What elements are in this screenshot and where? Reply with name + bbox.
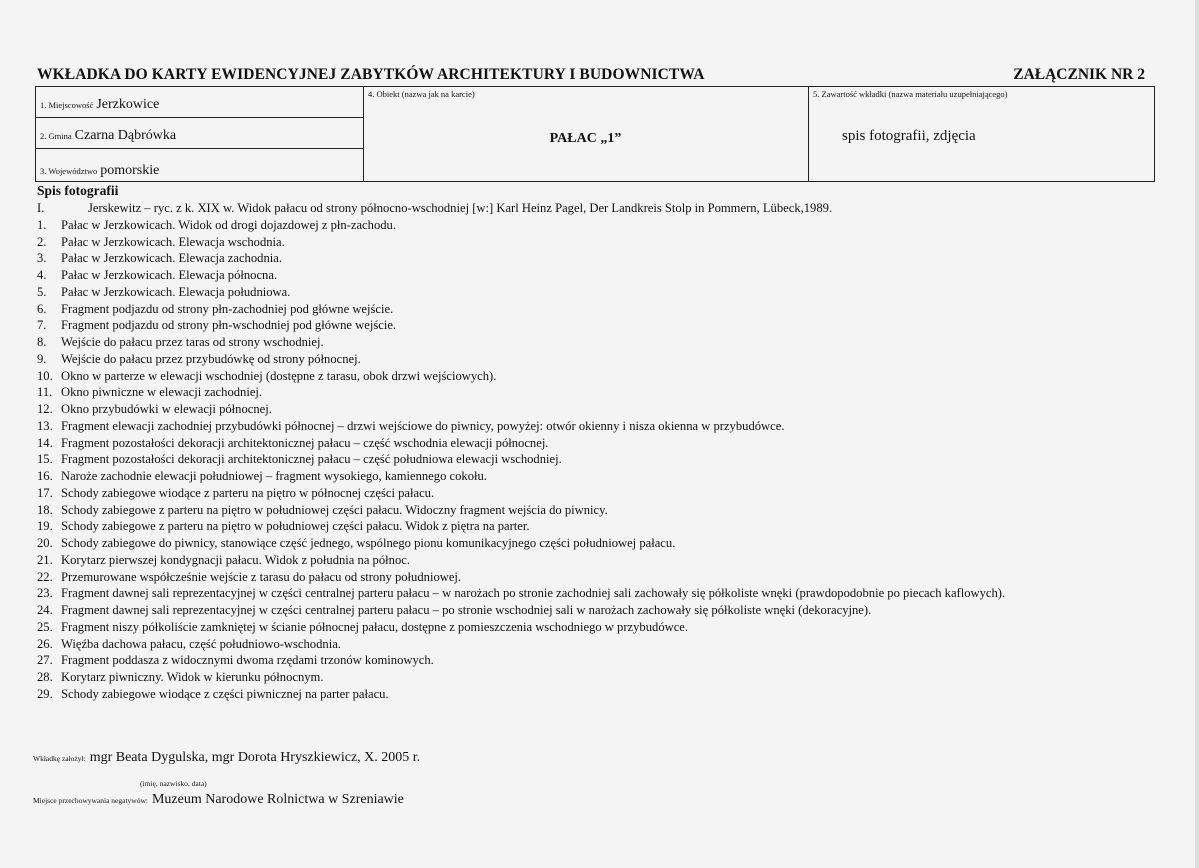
list-item-number: 9. [37,351,47,366]
page-edge-shadow [1195,0,1199,868]
list-item-text: Okno w parterze w elewacji wschodniej (dostępne z tarasu, obok drzwi wejściowych). [61,368,497,383]
list-item-text: Przemurowane współcześnie wejście z tarasu do pałacu od strony południowej. [61,569,462,584]
list-item [37,284,1157,301]
location-column [36,87,364,181]
list-item [37,384,1157,401]
list-item-text: Schody zabiegowe z parteru na piętro w południowej części pałacu. Widok z piętra na parter. [61,519,530,534]
identification-table [35,86,1155,182]
list-item-text: Fragment dawnej sali reprezentacyjnej w części centralnej parteru pałacu – w narożach po stronie zachodniej sali zachowały się półkoliste wnęki (prawdopodobnie po piecach kaflowych). [61,586,1006,601]
list-item [37,317,1157,334]
object-column [363,87,809,181]
list-item [37,602,1157,619]
list-item-text: Schody zabiegowe do piwnicy, stanowiące część jednego, wspólnego pionu komunikacyjnego części południowej pałacu. [61,536,676,550]
list-item [37,451,1157,468]
locality-label: 1. Miejscowość [40,100,94,110]
list-item [37,351,1157,368]
list-item-text: Pałac w Jerzkowicach. Widok od drogi dojazdowej z płn-zachodu. [61,217,396,232]
list-item [37,636,1157,653]
locality-row [36,87,363,118]
list-item-number: 21. [37,552,53,567]
list-item-number: 15. [37,452,53,467]
list-item-number: 1. [37,217,47,232]
commune-row [36,118,363,149]
list-item [37,435,1157,452]
list-item [37,468,1157,485]
list-item-number: 29. [37,686,53,701]
list-item-text: Pałac w Jerzkowicach. Elewacja zachodnia. [61,251,282,266]
commune-value: Czarna Dąbrówka [74,128,177,143]
list-item-text: Jerskewitz – ryc. z k. XIX w. Widok pałacu od strony północno-wschodniej [w:] Karl Heinz Pagel, Der Landkreis Stolp in Pommern, Lübeck,1989. [88,201,833,215]
list-item [37,502,1157,519]
contents-value: spis fotografii, zdjęcia [842,128,976,144]
list-item-number: 6. [37,301,47,316]
list-item-text: Fragment podjazdu od strony płn-zachodniej pod główne wejście. [61,301,394,316]
locality-value: Jerzkowice [96,97,160,112]
list-item-text: Schody zabiegowe wiodące z parteru na piętro w północnej części pałacu. [61,485,435,500]
object-value: PAŁAC „1” [549,131,622,146]
list-item-text: Pałac w Jerzkowicach. Elewacja wschodnia. [61,234,285,249]
list-item [37,267,1157,284]
list-item-number: 24. [37,603,53,617]
list-item-number: 11. [37,385,53,400]
list-item [37,485,1157,502]
photo-list-title: Spis fotografii [37,183,119,198]
list-item [37,234,1157,251]
list-item-number: 26. [37,636,53,651]
list-item-text: Fragment niszy półkoliście zamkniętej w ścianie północnej pałacu, dostępne z pomieszczenia wschodniego w przybudówce. [61,619,689,634]
list-item-text: Okno przybudówki w elewacji północnej. [61,402,272,416]
list-item-text: Korytarz piwniczny. Widok w kierunku północnym. [61,670,324,684]
list-item-number: 27. [37,653,53,668]
list-item [37,686,1157,703]
list-item-number: 5. [37,284,47,299]
author-label: Wkładkę założył: [33,754,86,763]
list-item [37,200,1157,217]
list-item-text: Schody zabiegowe z parteru na piętro w południowej części pałacu. Widoczny fragment wejścia do piwnicy. [61,502,608,517]
contents-label: 5. Zawartość wkładki (nazwa materiału uzupełniającego) [813,89,1008,99]
list-item-number: 20. [37,536,53,550]
list-item [37,552,1157,569]
list-item [37,535,1157,552]
list-item-number: 17. [37,485,53,500]
voivodeship-value: pomorskie [100,163,160,178]
list-item [37,250,1157,267]
list-item [37,418,1157,435]
document-title: WKŁADKA DO KARTY EWIDENCYJNEJ ZABYTKÓW ARCHITEKTURY I BUDOWNICTWA [37,66,705,83]
list-item-number: 22. [37,569,53,584]
list-item-number: 28. [37,670,53,684]
list-item-number: 25. [37,619,53,634]
list-item [37,619,1157,636]
list-item-text: Wejście do pałacu przez przybudówkę od strony północnej. [61,351,361,366]
storage-line [33,790,404,808]
list-item-number: 7. [37,318,47,333]
author-line [33,748,420,766]
list-item-text: Pałac w Jerzkowicach. Elewacja północna. [61,268,278,282]
list-item [37,217,1157,234]
list-item-number: 13. [37,418,53,433]
list-item-text: Fragment poddasza z widocznymi dwoma rzędami trzonów kominowych. [61,653,434,668]
author-value: mgr Beata Dygulska, mgr Dorota Hryszkiewicz, X. 2005 r. [89,750,421,765]
header [37,66,1145,86]
list-item-number: 8. [37,335,47,349]
list-item [37,518,1157,535]
annex-number: ZAŁĄCZNIK NR 2 [1013,66,1145,83]
list-item-text: Narożе zachodnie elewacji południowej – fragment wysokiego, kamiennego cokołu. [61,469,487,483]
list-item-number: 23. [37,586,53,601]
list-item [37,585,1157,602]
storage-value: Muzeum Narodowe Rolnictwa w Szreniawie [151,792,404,807]
list-item [37,652,1157,669]
list-item-number: 2. [37,234,47,249]
photo-list [37,200,1157,703]
list-item-number: 4. [37,268,47,282]
list-item-text: Więźba dachowa pałacu, część południowo-wschodnia. [61,636,341,651]
list-item-number: 18. [37,502,53,517]
list-item-number: 12. [37,402,53,416]
list-item [37,401,1157,418]
list-item-text: Fragment dawnej sali reprezentacyjnej w części centralnej parteru pałacu – po stronie wschodniej sali w narożach zachowały się półkoliste wnęki (dekoracyjne). [61,603,872,617]
list-item-text: Schody zabiegowe wiodące z części piwnicznej na parter pałacu. [61,686,389,701]
list-item-text: Wejście do pałacu przez taras od strony wschodniej. [61,335,324,349]
list-item-number: 19. [37,519,53,534]
voivodeship-row [36,149,363,181]
voivodeship-label: 3. Województwo [40,166,98,176]
list-item [37,334,1157,351]
author-note: (imię, nazwisko, data) [140,779,207,788]
list-item-text: Korytarz pierwszej kondygnacji pałacu. Widok z południa na północ. [61,552,410,567]
list-item-number: 3. [37,251,47,266]
list-item [37,569,1157,586]
list-item-number: 14. [37,435,53,450]
list-item-text: Fragment pozostałości dekoracji architektonicznej pałacu – część wschodnia elewacji północnej. [61,435,549,450]
list-item-number: 16. [37,469,53,483]
list-item-number: 10. [37,368,53,383]
list-item-text: Fragment elewacji zachodniej przybudówki północnej – drzwi wejściowe do piwnicy, powyżej: otwór okienny i nisza okienna w przybudówce. [61,418,785,433]
list-item [37,368,1157,385]
list-item-text: Okno piwniczne w elewacji zachodniej. [61,385,263,400]
list-item [37,669,1157,686]
list-item [37,301,1157,318]
list-item-text: Fragment pozostałości dekoracji architektonicznej pałacu – część południowa elewacji wschodniej. [61,452,562,467]
commune-label: 2. Gmina [40,131,72,141]
list-item-text: Fragment podjazdu od strony płn-wschodniej pod główne wejście. [61,318,397,333]
list-item-text: Pałac w Jerzkowicach. Elewacja południowa. [61,284,291,299]
contents-column [808,87,1154,181]
storage-label: Miejsce przechowywania negatywów: [33,796,148,805]
list-item-number: I. [37,201,45,215]
object-label: 4. Obiekt (nazwa jak na karcie) [368,89,475,99]
